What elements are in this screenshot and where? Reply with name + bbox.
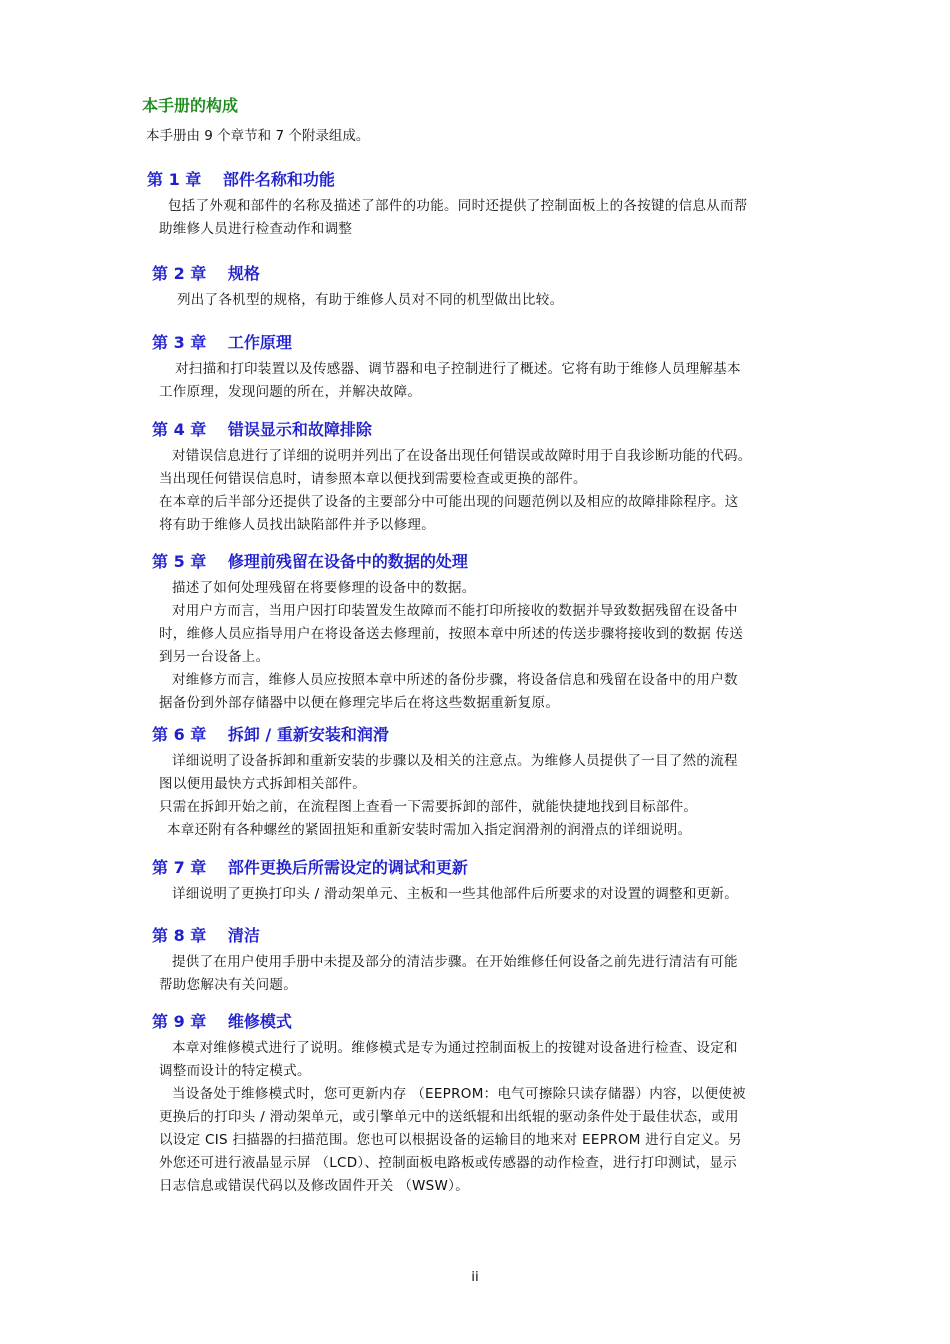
chapter-9 <box>0 1011 950 1198</box>
chapter-1-line: 包括了外观和部件的名称及描述了部件的功能。同时还提供了控制面板上的各按键的信息从而帮 <box>168 198 748 214</box>
chapter-5-line: 据备份到外部存储器中以便在修理完毕后在将这些数据重新复原。 <box>159 695 560 711</box>
chapter-9-line: 外您还可进行液晶显示屏 （LCD）、控制面板电路板或传感器的动作检查，进行打印测试，显示 <box>159 1155 738 1171</box>
chapter-2 <box>0 263 950 312</box>
chapter-5-heading: 第 5 章 修理前残留在设备中的数据的处理 <box>152 552 468 571</box>
intro-text: 本手册由 9 个章节和 7 个附录组成。 <box>146 128 370 144</box>
chapter-8-line: 帮助您解决有关问题。 <box>159 977 297 993</box>
chapter-7 <box>0 857 950 906</box>
chapter-3 <box>0 332 950 404</box>
chapter-9-line: 调整而设计的特定模式。 <box>159 1063 311 1079</box>
chapter-4-heading: 第 4 章 错误显示和故障排除 <box>152 420 372 439</box>
chapter-7-body <box>0 883 950 906</box>
chapter-5-line: 到另一台设备上。 <box>159 649 270 665</box>
chapter-9-line: 当设备处于维修模式时，您可更新内存 （EEPROM：电气可擦除只读存储器）内容，以便使被 <box>172 1086 746 1102</box>
chapter-4-line: 当出现任何错误信息时，请参照本章以便找到需要检查或更换的部件。 <box>159 471 587 487</box>
chapter-3-line: 对扫描和打印装置以及传感器、调节器和电子控制进行了概述。它将有助于维修人员理解基本 <box>175 361 741 377</box>
chapter-1 <box>0 169 950 241</box>
chapter-7-line: 详细说明了更换打印头 / 滑动架单元、主板和一些其他部件后所要求的对设置的调整和更新。 <box>172 886 739 902</box>
chapter-9-heading: 第 9 章 维修模式 <box>152 1012 292 1031</box>
chapter-6-line: 详细说明了设备拆卸和重新安装的步骤以及相关的注意点。为维修人员提供了一目了然的流程 <box>172 753 738 769</box>
chapter-9-line: 以设定 CIS 扫描器的扫描范围。您也可以根据设备的运输目的地来对 EEPROM 进行自定义。另 <box>159 1132 742 1148</box>
chapter-1-heading: 第 1 章 部件名称和功能 <box>147 170 335 189</box>
chapter-5-line: 对维修方而言，维修人员应按照本章中所述的备份步骤，将设备信息和残留在设备中的用户数 <box>172 672 738 688</box>
chapter-1-body <box>0 195 950 241</box>
chapter-3-line: 工作原理，发现问题的所在，并解决故障。 <box>159 384 422 400</box>
chapter-2-line: 列出了各机型的规格，有助于维修人员对不同的机型做出比较。 <box>177 292 564 308</box>
page-number: ii <box>471 1269 479 1285</box>
chapter-8-heading: 第 8 章 清洁 <box>152 926 260 945</box>
chapter-6-line: 图以便用最快方式拆卸相关部件。 <box>159 776 366 792</box>
chapter-3-heading: 第 3 章 工作原理 <box>152 333 292 352</box>
chapter-9-line: 日志信息或错误代码以及修改固件开关 （WSW）。 <box>159 1178 470 1194</box>
chapter-5-line: 描述了如何处理残留在将要修理的设备中的数据。 <box>172 580 476 596</box>
chapter-5-line: 对用户方而言，当用户因打印装置发生故障而不能打印所接收的数据并导致数据残留在设备中 <box>172 603 738 619</box>
chapter-2-heading: 第 2 章 规格 <box>152 264 260 283</box>
chapter-9-line: 本章对维修模式进行了说明。维修模式是专为通过控制面板上的按键对设备进行检查、设定和 <box>172 1040 738 1056</box>
chapter-6-line: 本章还附有各种螺丝的紧固扭矩和重新安装时需加入指定润滑剂的润滑点的详细说明。 <box>167 822 692 838</box>
chapter-5-line: 时，维修人员应指导用户在将设备送去修理前，按照本章中所述的传送步骤将接收到的数据 传送 <box>159 626 744 642</box>
chapter-6 <box>0 724 950 842</box>
chapter-4-body <box>0 445 950 537</box>
chapter-4-line: 在本章的后半部分还提供了设备的主要部分中可能出现的问题范例以及相应的故障排除程序。这 <box>159 494 739 510</box>
chapter-7-heading: 第 7 章 部件更换后所需设定的调试和更新 <box>152 858 468 877</box>
chapter-1-line: 助维修人员进行检查动作和调整 <box>159 221 353 237</box>
chapter-8-body <box>0 951 950 997</box>
chapter-4-line: 对错误信息进行了详细的说明并列出了在设备出现任何错误或故障时用于自我诊断功能的代码。 <box>172 448 752 464</box>
chapter-6-body <box>0 750 950 842</box>
chapter-4 <box>0 419 950 537</box>
chapter-9-body <box>0 1037 950 1198</box>
chapter-8-line: 提供了在用户使用手册中未提及部分的清洁步骤。在开始维修任何设备之前先进行清洁有可能 <box>172 954 738 970</box>
chapter-4-line: 将有助于维修人员找出缺陷部件并予以修理。 <box>159 517 435 533</box>
chapter-6-line: 只需在拆卸开始之前，在流程图上查看一下需要拆卸的部件，就能快捷地找到目标部件。 <box>159 799 698 815</box>
chapter-5-body <box>0 577 950 715</box>
page-title: 本手册的构成 <box>142 96 239 115</box>
chapter-9-line: 更换后的打印头 / 滑动架单元，或引擎单元中的送纸辊和出纸辊的驱动条件处于最佳状态，或用 <box>159 1109 739 1125</box>
chapter-8 <box>0 925 950 997</box>
chapter-6-heading: 第 6 章 拆卸 / 重新安装和润滑 <box>152 725 389 744</box>
chapter-3-body <box>0 358 950 404</box>
chapter-5 <box>0 551 950 715</box>
chapter-2-body <box>0 289 950 312</box>
